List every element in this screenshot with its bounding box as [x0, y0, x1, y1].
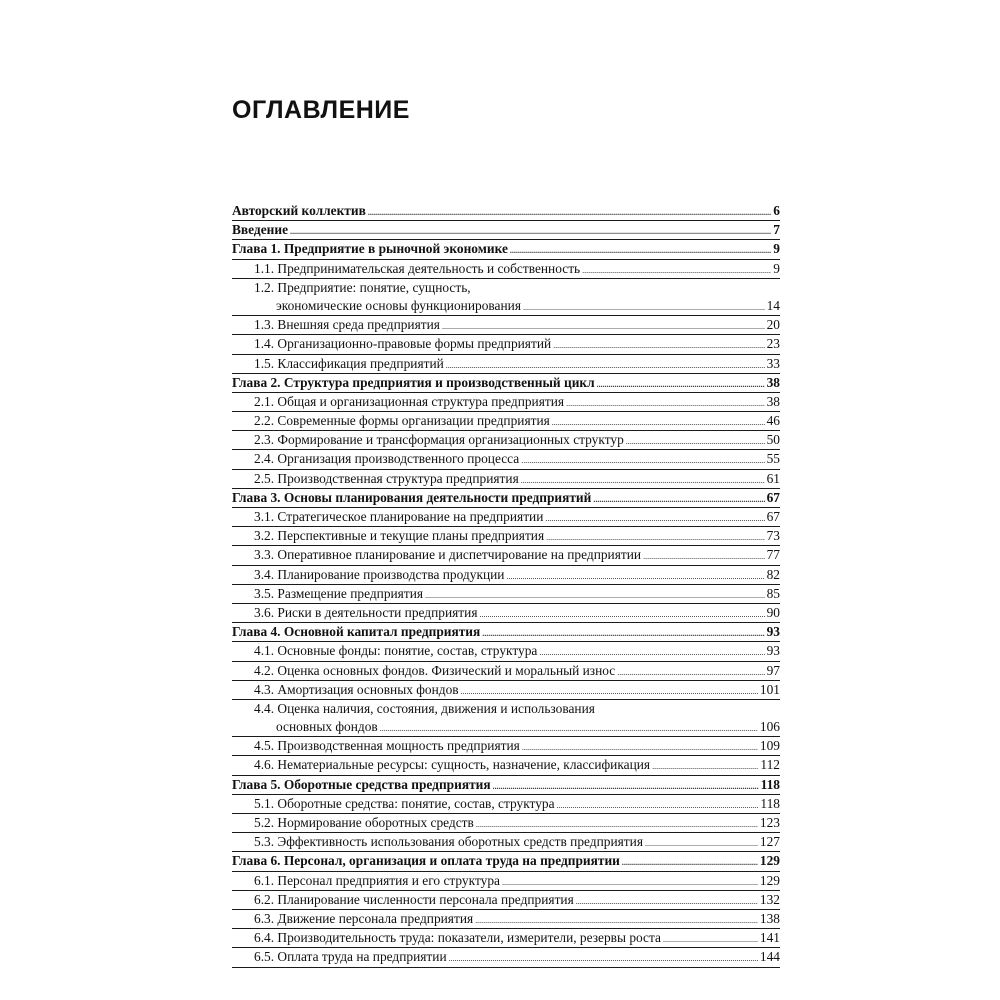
- dot-leader: [652, 756, 758, 776]
- toc-page-number: 118: [760, 795, 780, 811]
- toc-page-number: 144: [759, 949, 780, 965]
- toc-page-number: 141: [759, 930, 780, 946]
- toc-section-row[interactable]: [232, 642, 780, 661]
- toc-page-number: 85: [766, 585, 780, 601]
- toc-entry-title: 4.3. Амортизация основных фондов: [254, 681, 459, 697]
- toc-page-number: 123: [759, 815, 780, 830]
- dot-leader: [446, 355, 765, 375]
- toc-section-row[interactable]: [232, 585, 780, 604]
- toc-section-row[interactable]: [232, 335, 780, 354]
- dot-leader: [539, 642, 764, 662]
- toc-entry-title: 1.1. Предпринимательская деятельность и собственность: [254, 260, 581, 276]
- toc-section-row[interactable]: [232, 260, 780, 279]
- dot-leader: [566, 393, 765, 413]
- toc-section-row[interactable]: [232, 662, 780, 681]
- toc-entry-title: 4.4. Оценка наличия, состояния, движения и использования: [254, 700, 595, 716]
- toc-page-number: 93: [766, 643, 780, 659]
- toc-page-number: 129: [759, 872, 780, 888]
- toc-entry-title: 4.6. Нематериальные ресурсы: сущность, назначение, классификация: [254, 757, 651, 773]
- dot-leader: [552, 412, 765, 432]
- toc-chapter-row[interactable]: [232, 240, 780, 259]
- dot-leader: [442, 316, 765, 336]
- dot-leader: [502, 872, 758, 892]
- dot-leader: [582, 260, 771, 280]
- dot-leader: [546, 527, 764, 547]
- toc-chapter-row[interactable]: [232, 202, 780, 221]
- toc-page-number: 73: [766, 528, 780, 544]
- toc-entry-title: 4.1. Основные фонды: понятие, состав, структура: [254, 643, 538, 659]
- page-title: ОГЛАВЛЕНИЕ: [232, 96, 410, 124]
- toc-page-number: 132: [759, 891, 780, 907]
- toc-page-number: 127: [759, 834, 780, 850]
- dot-leader: [523, 297, 765, 317]
- toc-section-row[interactable]: [232, 393, 780, 412]
- toc-page-number: 61: [766, 470, 780, 486]
- toc-entry-title: основных фондов: [276, 719, 378, 735]
- dot-leader: [576, 891, 758, 911]
- toc-section-row[interactable]: [232, 891, 780, 910]
- toc-page-number: 118: [760, 776, 780, 792]
- toc-entry-title: Авторский коллектив: [232, 203, 366, 218]
- toc-section-row[interactable]: [232, 508, 780, 527]
- toc-section-row[interactable]: [232, 872, 780, 891]
- toc-page-number: 9: [773, 260, 780, 276]
- toc-section-row[interactable]: [232, 756, 780, 775]
- toc-page-number: 97: [766, 662, 780, 678]
- toc-section-row[interactable]: [232, 929, 780, 948]
- toc-page-number: 77: [766, 547, 780, 563]
- toc-page-number: 33: [766, 355, 780, 371]
- toc-entry-title: Глава 4. Основной капитал предприятия: [232, 624, 481, 640]
- toc-section-row[interactable]: [232, 700, 780, 718]
- toc-entry-title: 6.4. Производительность труда: показатели, измерители, резервы роста: [254, 930, 661, 946]
- toc-page-number: 67: [766, 509, 780, 524]
- dot-leader: [521, 470, 765, 490]
- toc-page-number: 101: [759, 681, 780, 697]
- dot-leader: [290, 221, 771, 241]
- toc-section-row[interactable]: [232, 431, 780, 450]
- toc-entry-title: 2.5. Производственная структура предприятия: [254, 470, 519, 486]
- dot-leader: [480, 604, 765, 624]
- toc-page-number: 50: [766, 432, 780, 448]
- dot-leader: [493, 776, 759, 796]
- toc-page-number: 112: [760, 757, 780, 773]
- dot-leader: [663, 929, 758, 949]
- toc-entry-title: 6.5. Оплата труда на предприятии: [254, 949, 447, 965]
- toc-section-row[interactable]: [232, 470, 780, 489]
- toc-page-number: 55: [766, 451, 780, 467]
- toc-page-number: 9: [773, 241, 780, 257]
- dot-leader: [449, 948, 758, 968]
- toc-entry-title: Глава 1. Предприятие в рыночной экономике: [232, 241, 508, 257]
- toc-entry-title: 6.3. Движение персонала предприятия: [254, 910, 474, 926]
- dot-leader: [521, 450, 764, 470]
- toc-page-number: 90: [766, 604, 780, 620]
- dot-leader: [425, 585, 765, 605]
- toc-section-row[interactable]: [232, 355, 780, 374]
- toc-chapter-row[interactable]: [232, 776, 780, 795]
- toc-section-row[interactable]: [232, 910, 780, 929]
- toc-entry-title: 3.2. Перспективные и текущие планы предприятия: [254, 528, 545, 544]
- toc-page-number: 129: [759, 853, 780, 869]
- dot-leader: [522, 737, 758, 757]
- toc-page-number: 109: [759, 738, 780, 754]
- toc-page-number: 38: [766, 374, 780, 390]
- toc-entry-title: Глава 6. Персонал, организация и оплата труда на предприятии: [232, 853, 620, 869]
- toc-entry-title: 2.3. Формирование и трансформация организационных структур: [254, 432, 624, 448]
- toc-page-number: 38: [766, 393, 780, 409]
- toc-section-row[interactable]: [232, 718, 780, 737]
- dot-leader: [510, 240, 771, 260]
- toc-page-number: 82: [766, 566, 780, 582]
- table-of-contents: [232, 202, 780, 968]
- toc-section-row[interactable]: [232, 795, 780, 814]
- toc-section-row[interactable]: [232, 737, 780, 756]
- toc-chapter-row[interactable]: [232, 623, 780, 642]
- toc-section-row[interactable]: [232, 604, 780, 623]
- toc-entry-title: 2.4. Организация производственного процесса: [254, 451, 520, 467]
- toc-entry-title: 1.5. Классификация предприятий: [254, 355, 444, 371]
- toc-page-number: 23: [766, 336, 780, 352]
- toc-entry-title: 2.2. Современные формы организации предприятия: [254, 413, 550, 429]
- toc-page-number: 20: [766, 317, 780, 333]
- dot-leader: [461, 681, 758, 701]
- toc-entry-title: 4.2. Оценка основных фондов. Физический и моральный износ: [254, 662, 616, 678]
- toc-page-number: 14: [766, 297, 780, 313]
- toc-entry-title: 5.2. Нормирование оборотных средств: [254, 815, 474, 830]
- toc-section-row[interactable]: [232, 279, 780, 297]
- toc-section-row[interactable]: [232, 316, 780, 335]
- dot-leader: [482, 623, 764, 643]
- toc-section-row[interactable]: [232, 412, 780, 431]
- dot-leader: [626, 431, 765, 451]
- toc-entry-title: 5.1. Оборотные средства: понятие, состав, структура: [254, 795, 555, 811]
- dot-leader: [506, 566, 764, 586]
- toc-section-row[interactable]: [232, 527, 780, 546]
- toc-entry-title: 5.3. Эффективность использования оборотных средств предприятия: [254, 834, 643, 850]
- toc-section-row[interactable]: [232, 681, 780, 700]
- toc-page-number: 138: [759, 910, 780, 926]
- toc-section-row[interactable]: [232, 297, 780, 316]
- toc-entry-title: 6.1. Персонал предприятия и его структура: [254, 872, 500, 888]
- toc-chapter-row[interactable]: [232, 374, 780, 393]
- toc-entry-title: 3.6. Риски в деятельности предприятия: [254, 604, 478, 620]
- dot-leader: [380, 718, 758, 738]
- toc-section-row[interactable]: [232, 948, 780, 967]
- toc-entry-title: 3.1. Стратегическое планирование на предприятии: [254, 509, 544, 524]
- dot-leader: [476, 814, 758, 834]
- toc-entry-title: 3.4. Планирование производства продукции: [254, 566, 505, 582]
- toc-entry-title: 4.5. Производственная мощность предприятия: [254, 738, 520, 754]
- toc-entry-title: 1.4. Организационно-правовые формы предприятий: [254, 336, 552, 352]
- toc-section-row[interactable]: [232, 833, 780, 852]
- dot-leader: [643, 546, 765, 566]
- toc-page-number: 67: [766, 489, 780, 505]
- toc-entry-title: Глава 5. Оборотные средства предприятия: [232, 776, 491, 792]
- dot-leader: [593, 489, 764, 509]
- dot-leader: [553, 335, 764, 355]
- toc-chapter-row[interactable]: [232, 221, 780, 240]
- toc-chapter-row[interactable]: [232, 852, 780, 871]
- toc-entry-title: 2.1. Общая и организационная структура предприятия: [254, 393, 565, 409]
- toc-page-number: 6: [773, 203, 780, 218]
- toc-page-number: 7: [773, 222, 780, 238]
- toc-section-row[interactable]: [232, 450, 780, 469]
- dot-leader: [617, 662, 764, 682]
- toc-entry-title: Глава 3. Основы планирования деятельности предприятий: [232, 489, 592, 505]
- dot-leader: [545, 508, 764, 528]
- toc-entry-title: 1.2. Предприятие: понятие, сущность,: [254, 279, 471, 295]
- toc-entry-title: Глава 2. Структура предприятия и производственный цикл: [232, 374, 595, 390]
- dot-leader: [597, 374, 765, 394]
- dot-leader: [475, 910, 758, 930]
- toc-entry-title: 3.5. Размещение предприятия: [254, 585, 424, 601]
- toc-section-row[interactable]: [232, 546, 780, 565]
- toc-page-number: 106: [759, 719, 780, 735]
- dot-leader: [622, 852, 758, 872]
- dot-leader: [557, 795, 759, 815]
- dot-leader: [368, 202, 771, 222]
- toc-page-number: 46: [766, 413, 780, 429]
- dot-leader: [645, 833, 758, 853]
- toc-chapter-row[interactable]: [232, 489, 780, 508]
- toc-entry-title: 1.3. Внешняя среда предприятия: [254, 317, 440, 333]
- toc-section-row[interactable]: [232, 814, 780, 833]
- toc-page-number: 93: [766, 624, 780, 640]
- toc-entry-title: экономические основы функционирования: [276, 297, 521, 313]
- toc-section-row[interactable]: [232, 566, 780, 585]
- toc-entry-title: Введение: [232, 222, 289, 238]
- toc-entry-title: 6.2. Планирование численности персонала предприятия: [254, 891, 574, 907]
- toc-entry-title: 3.3. Оперативное планирование и диспетчирование на предприятии: [254, 547, 642, 563]
